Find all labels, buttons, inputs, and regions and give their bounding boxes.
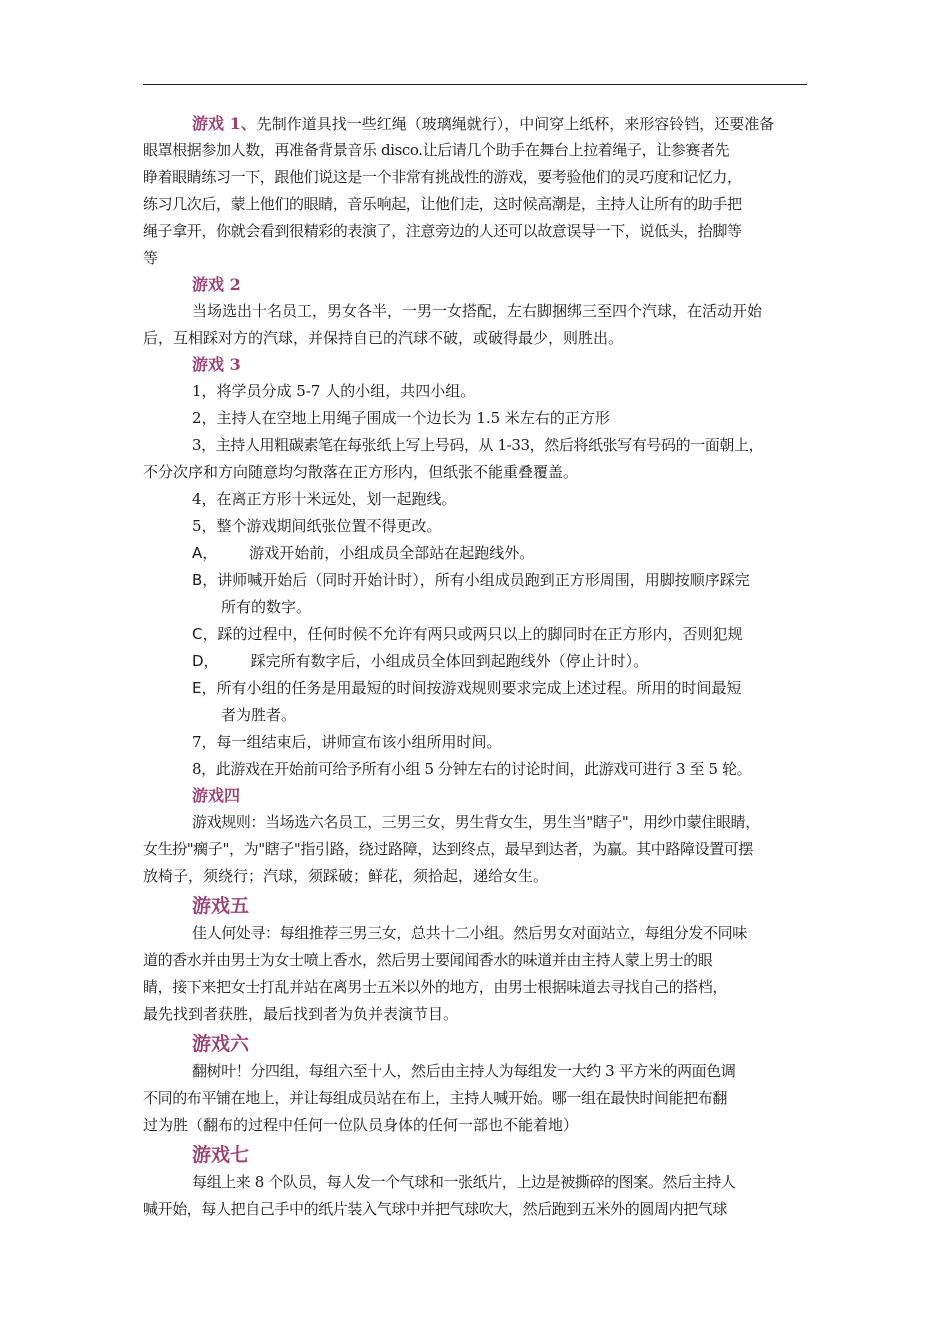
game6-heading: 游戏六 [192, 1033, 250, 1055]
paragraph-line: 当场选出十名员工，男女各半，一男一女搭配，左右脚捆绑三至四个汽球，在活动开始 [192, 302, 763, 320]
step-line: 不分次序和方向随意均匀散落在正方形内，但纸张不能重叠覆盖。 [143, 463, 579, 481]
paragraph-line: 绳子拿开，你就会看到很精彩的表演了，注意旁边的人还可以故意误导一下，说低头，抬脚等 [143, 222, 742, 240]
paragraph-line: 练习几次后，蒙上他们的眼睛，音乐响起，让他们走，这时候高潮是，主持人让所有的助手把 [143, 195, 742, 213]
paragraph-line: 眼罩根据参加人数，再准备背景音乐 disco.让后请几个助手在舞台上拉着绳子，让参赛者先 [143, 141, 730, 159]
game5-heading: 游戏五 [192, 895, 250, 917]
game1-first-line: 游戏 1、先制作道具找一些红绳（玻璃绳就行），中间穿上纸杯，来形容铃铛，还要准备 [192, 114, 775, 133]
rule-b: B，讲师喊开始后（同时开始计时），所有小组成员跑到正方形周围，用脚按顺序踩完 [192, 571, 750, 589]
step-line: 5，整个游戏期间纸张位置不得更改。 [192, 517, 442, 535]
game7-heading: 游戏七 [192, 1144, 250, 1166]
paragraph-line: 每组上来 8 个队员，每人发一个气球和一张纸片，上边是被撕碎的图案。然后主持人 [192, 1173, 736, 1191]
game4-heading: 游戏四 [192, 786, 241, 805]
step-line: 3，主持人用粗碳素笔在每张纸上写上号码，从 1-33，然后将纸张写有号码的一面朝上， [192, 436, 764, 454]
paragraph-line: 睁着眼睛练习一下，跟他们说这是一个非常有挑战性的游戏，要考验他们的灵巧度和记忆力， [143, 168, 742, 186]
paragraph-line: 放椅子，须绕行；汽球，须踩破；鲜花，须拾起，递给女生。 [143, 867, 549, 885]
rule-b-continued: 所有的数字。 [221, 598, 312, 616]
step-line: 1，将学员分成 5-7 人的小组，共四小组。 [192, 382, 476, 400]
paragraph-line: 道的香水并由男士为女士喷上香水，然后男士要闻闻香水的味道并由主持人蒙上男士的眼 [143, 951, 713, 969]
step-line: 8，此游戏在开始前可给予所有小组 5 分钟左右的讨论时间，此游戏可进行 3 至 5 轮。 [192, 760, 752, 778]
step-line: 2，主持人在空地上用绳子围成一个边长为 1.5 米左右的正方形 [192, 409, 610, 427]
step-line: 4，在离正方形十米远处，划一起跑线。 [192, 490, 457, 508]
rule-d: D， 踩完所有数字后，小组成员全体回到起跑线外（停止计时）。 [192, 652, 649, 670]
paragraph-line: 翻树叶！分四组，每组六至十人，然后由主持人为每组发一大约 3 平方米的两面色调 [192, 1062, 736, 1080]
paragraph-line: 等 [143, 249, 159, 267]
paragraph-line: 游戏规则：当场选六名员工，三男三女，男生背女生，男生当"瞎子"，用纱巾蒙住眼睛， [192, 813, 760, 831]
paragraph-line: 不同的布平铺在地上，并让每组成员站在布上，主持人喊开始。哪一组在最快时间能把布翻 [143, 1089, 728, 1107]
rule-e-continued: 者为胜者。 [221, 706, 297, 724]
paragraph-line: 过为胜（翻布的过程中任何一位队员身体的任何一部也不能着地） [143, 1116, 579, 1134]
paragraph-line: 睛，接下来把女士打乱并站在离男士五米以外的地方，由男士根据味道去寻找自己的搭档， [143, 978, 728, 996]
game2-heading: 游戏 2 [192, 275, 241, 294]
document-body [143, 110, 810, 1223]
rule-e: E，所有小组的任务是用最短的时间按游戏规则要求完成上述过程。所用的时间最短 [192, 679, 742, 697]
game1-heading: 游戏 1、 [192, 114, 257, 133]
paragraph-line: 最先找到者获胜，最后找到者为负并表演节目。 [143, 1005, 459, 1023]
rule-c: C，踩的过程中，任何时候不允许有两只或两只以上的脚同时在正方形内，否则犯规 [192, 625, 743, 643]
header-rule [143, 84, 807, 85]
paragraph-line: 佳人何处寻：每组推荐三男三女，总共十二小组。然后男女对面站立，每组分发不同味 [192, 924, 747, 942]
paragraph-line: 后，互相踩对方的汽球，并保持自已的汽球不破，或破得最少，则胜出。 [143, 329, 624, 347]
rule-a: A， 游戏开始前，小组成员全部站在起跑线外。 [192, 544, 535, 562]
game3-heading: 游戏 3 [192, 355, 241, 374]
step-line: 7，每一组结束后，讲师宣布该小组所用时间。 [192, 733, 502, 751]
paragraph-line: 女生扮"瘸子"，为"瞎子"指引路，绕过路障，达到终点，最早到达者，为赢。其中路障设置可摆 [143, 840, 754, 858]
paragraph-line: 喊开始，每人把自己手中的纸片装入气球中并把气球吹大，然后跑到五米外的圆周内把气球 [143, 1200, 728, 1218]
